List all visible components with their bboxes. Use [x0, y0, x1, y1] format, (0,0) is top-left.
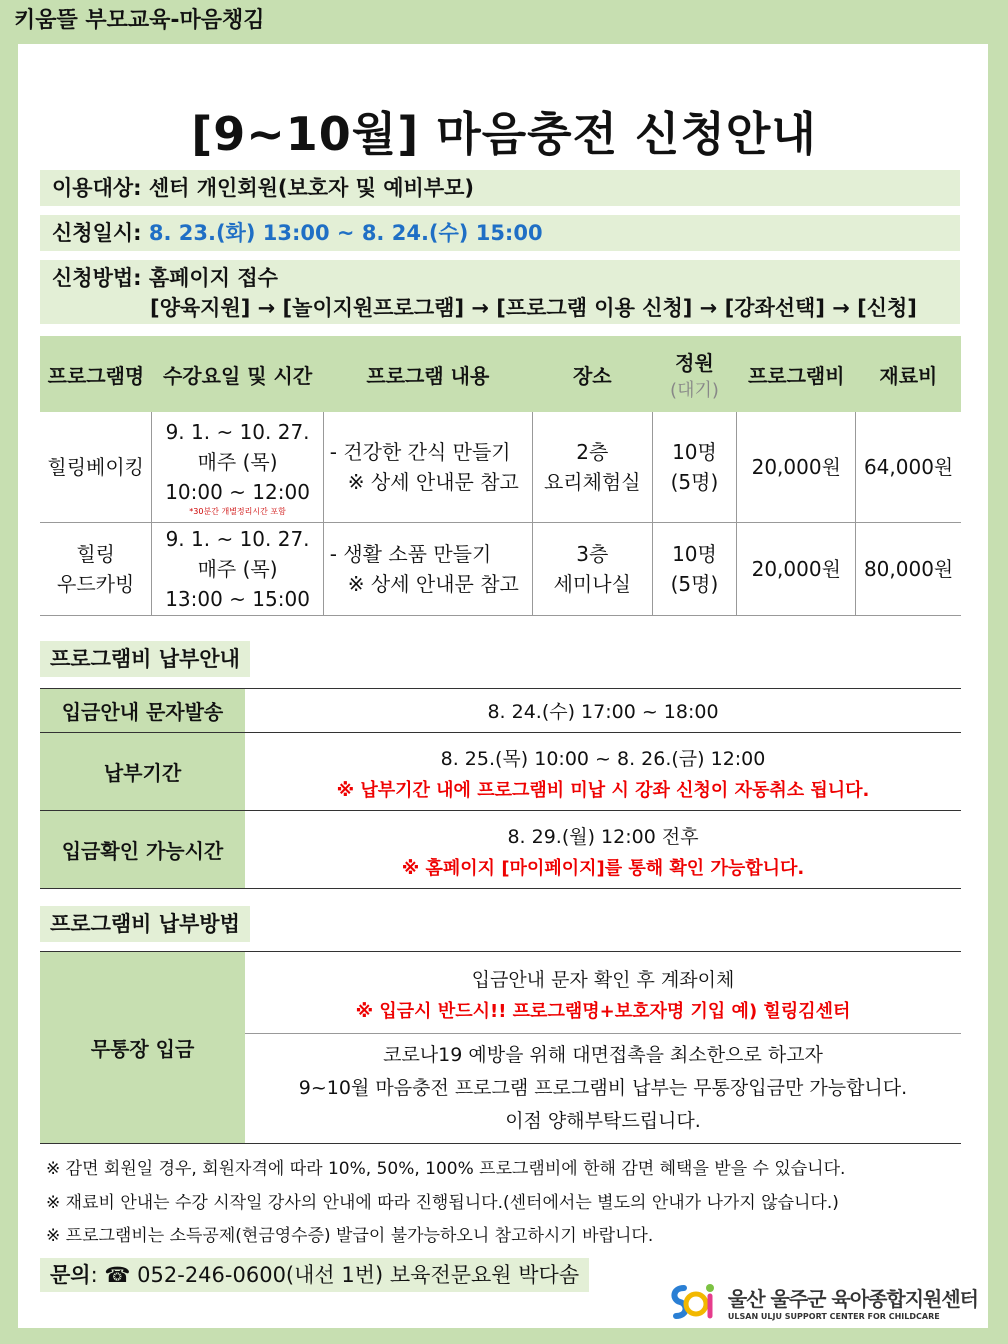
row-value: 8. 25.(목) 10:00 ~ 8. 26.(금) 12:00 [440, 747, 766, 770]
capacity-cell [652, 412, 737, 522]
waitlist: (5명) [670, 571, 719, 596]
row-label: 입금확인 가능시간 [40, 811, 245, 889]
contact-label: 문의 [50, 1263, 91, 1287]
place-floor: 3층 [576, 541, 609, 566]
program-name: 힐링 [76, 541, 115, 566]
schedule-note: *30분간 개별정리시간 포함 [189, 506, 286, 516]
method-row [40, 260, 960, 324]
target-value: 센터 개인회원(보호자 및 예비부모) [148, 176, 474, 200]
content-cell [323, 522, 532, 615]
header-schedule: 수강요일 및 시간 [152, 336, 323, 412]
method-bottom-line2: 9~10월 마음충전 프로그램 프로그램비 납부는 무통장입금만 가능합니다. [298, 1077, 908, 1099]
period-value: 8. 23.(화) 13:00 ~ 8. 24.(수) 15:00 [148, 221, 543, 245]
note-discount: ※ 감면 회원일 경우, 회원자격에 따라 10%, 50%, 100% 프로그램비에 한해 감면 혜택을 받을 수 있습니다. [46, 1159, 846, 1179]
place-cell [532, 522, 652, 615]
capacity-cell [652, 522, 737, 615]
method-bottom-line1: 코로나19 예방을 위해 대면접촉을 최소한으로 하고자 [383, 1044, 823, 1066]
header-program-name: 프로그램명 [40, 336, 152, 412]
program-name: 힐링베이킹 [47, 454, 144, 479]
header-waitlist: (대기) [670, 379, 719, 401]
content-text: - 생활 소품 만들기 [329, 541, 492, 566]
payment-method-title: 프로그램비 납부방법 [40, 906, 250, 942]
content-note: ※ 상세 안내문 참고 [347, 571, 519, 596]
method-label: 신청방법: [52, 266, 142, 290]
row-value-cell [245, 811, 961, 889]
table-row [40, 412, 961, 522]
row-value: 8. 24.(수) 17:00 ~ 18:00 [245, 689, 961, 733]
note-material: ※ 재료비 안내는 수강 시작일 강사의 안내에 따라 진행됩니다.(센터에서는 별도의 안내가 나가지 않습니다.) [46, 1193, 839, 1213]
method-top-text: 입금안내 문자 확인 후 계좌이체 [471, 968, 735, 991]
schedule-time: 13:00 ~ 15:00 [165, 586, 310, 611]
center-logo [666, 1282, 978, 1322]
program-name-line2: 우드카빙 [57, 571, 135, 596]
fee-cell: 20,000원 [737, 522, 856, 615]
center-logo-english: ULSAN ULJU SUPPORT CENTER FOR CHILDCARE [727, 1312, 940, 1321]
payment-info-title: 프로그램비 납부안내 [40, 641, 250, 677]
schedule-cell [152, 412, 323, 522]
target-label: 이용대상: [52, 176, 142, 200]
period-row [40, 215, 960, 251]
program-table [40, 336, 961, 616]
table-row [40, 689, 961, 733]
header-place: 장소 [532, 336, 652, 412]
table-row [40, 522, 961, 615]
center-logo-name: 울산 울주군 육아종합지원센터 [727, 1287, 978, 1311]
table-row [40, 811, 961, 889]
method-top-cell [245, 952, 961, 1034]
row-warning: ※ 홈페이지 [마이페이지]를 통해 확인 가능합니다. [401, 857, 805, 879]
capacity: 10명 [672, 541, 717, 566]
header-capacity [652, 336, 737, 412]
program-table-header [40, 336, 961, 412]
place-floor: 2층 [576, 439, 609, 464]
series-tag: 키움뜰 부모교육-마음챙김 [0, 0, 279, 42]
place-room: 요리체험실 [543, 469, 641, 494]
method-label: 무통장 입금 [40, 952, 245, 1144]
note-receipt: ※ 프로그램비는 소득공제(현금영수증) 발급이 불가능하오니 참고하시기 바랍니다. [46, 1226, 654, 1246]
fee-cell: 20,000원 [737, 412, 856, 522]
waitlist: (5명) [670, 469, 719, 494]
row-label: 납부기간 [40, 733, 245, 811]
capacity: 10명 [672, 439, 717, 464]
content-text: - 건강한 간식 만들기 [329, 439, 511, 464]
payment-method-table [40, 951, 961, 1144]
contact-box [40, 1258, 589, 1292]
content-note: ※ 상세 안내문 참고 [347, 469, 519, 494]
page-title: [9~10월] 마음충전 신청안내 [191, 107, 817, 161]
schedule-cell [152, 522, 323, 615]
row-label: 입금안내 문자발송 [40, 689, 245, 733]
period-label: 신청일시: [52, 221, 142, 245]
place-room: 세미나실 [553, 571, 631, 596]
row-value: 8. 29.(월) 12:00 전후 [507, 825, 699, 848]
contact-text: : ☎ 052-246-0600(내선 1번) 보육전문요원 박다솜 [90, 1263, 580, 1287]
header-fee: 프로그램비 [737, 336, 856, 412]
center-logo-icon [666, 1282, 722, 1322]
method-bottom-line3: 이점 양해부탁드립니다. [505, 1110, 701, 1132]
program-name-cell [40, 522, 152, 615]
header-material: 재료비 [856, 336, 961, 412]
place-cell [532, 412, 652, 522]
row-warning: ※ 납부기간 내에 프로그램비 미납 시 강좌 신청이 자동취소 됩니다. [336, 779, 870, 801]
target-row [40, 170, 960, 206]
material-cell: 64,000원 [856, 412, 961, 522]
table-row [40, 733, 961, 811]
header-content: 프로그램 내용 [323, 336, 532, 412]
schedule-date: 9. 1. ~ 10. 27. [165, 526, 310, 551]
method-bottom-cell [245, 1034, 961, 1144]
schedule-time: 10:00 ~ 12:00 [165, 479, 310, 504]
schedule-day: 매주 (목) [197, 556, 278, 581]
method-path: [양육지원] → [놀이지원프로그램] → [프로그램 이용 신청] → [강좌선택] → [신청] [150, 296, 917, 320]
row-value-cell [245, 733, 961, 811]
center-logo-text [728, 1283, 978, 1321]
table-row [40, 952, 961, 1034]
program-name-cell [40, 412, 152, 522]
method-value: 홈페이지 접수 [148, 266, 278, 290]
payment-info-table [40, 688, 961, 889]
schedule-day: 매주 (목) [197, 449, 278, 474]
header-capacity-label: 정원 [675, 350, 714, 375]
content-cell [323, 412, 532, 522]
schedule-date: 9. 1. ~ 10. 27. [165, 419, 310, 444]
material-cell: 80,000원 [856, 522, 961, 615]
method-top-warning: ※ 입금시 반드시!! 프로그램명+보호자명 기입 예) 힐링김센터 [355, 1000, 851, 1022]
